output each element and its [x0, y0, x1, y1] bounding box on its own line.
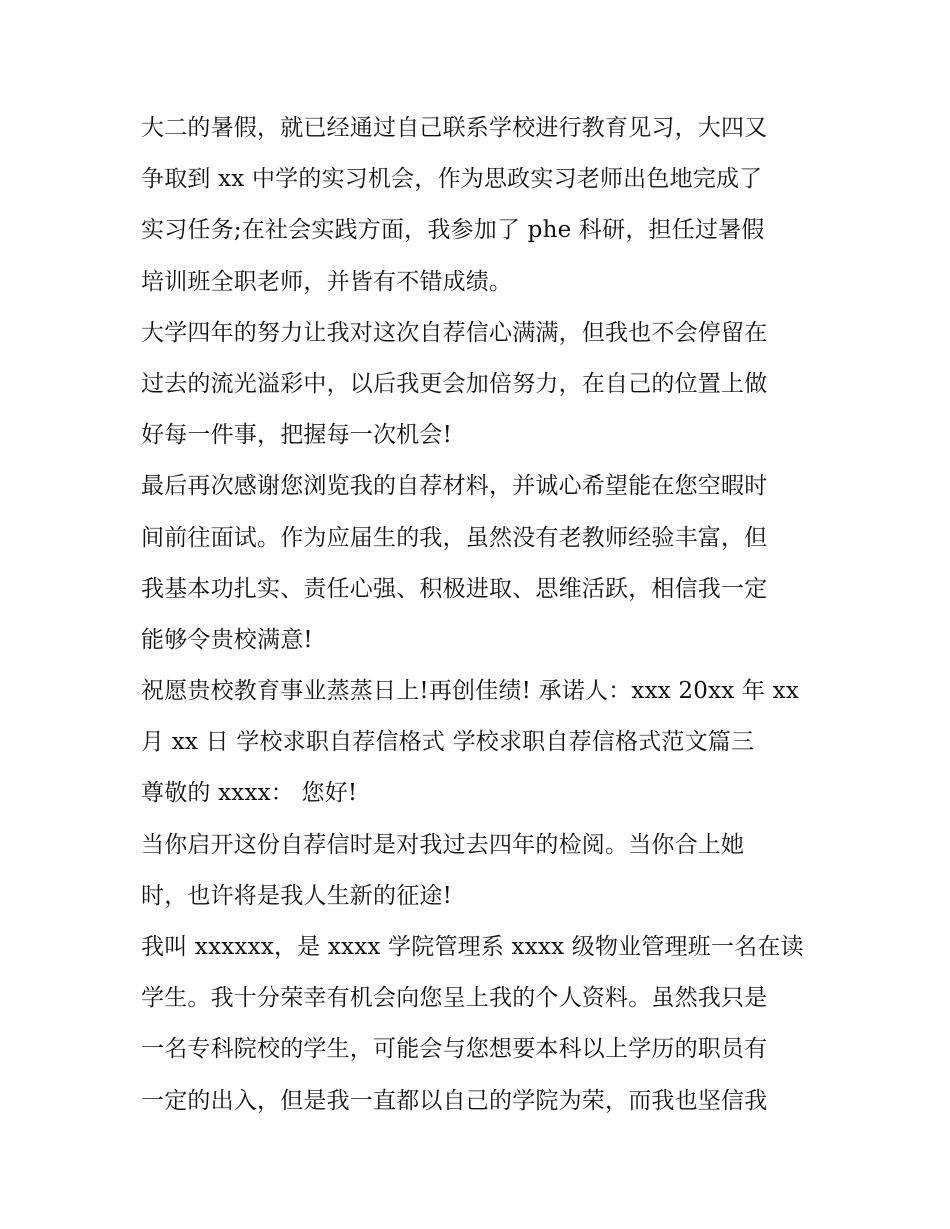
text-line: 大二的暑假，就已经通过自己联系学校进行教育见习，大四又: [141, 115, 768, 141]
text-line: 一名专科院校的学生，可能会与您想要本科以上学历的职员有: [141, 1036, 768, 1063]
text-line: 学生。我十分荣幸有机会向您呈上我的个人资料。虽然我只是: [141, 985, 768, 1012]
text-line: 尊敬的 xxxx： 您好!: [141, 780, 358, 807]
text-line: 好每一件事，把握每一次机会!: [141, 422, 453, 449]
document-body: [141, 103, 821, 1127]
text-line: 我叫 xxxxxx，是 xxxx 学院管理系 xxxx 级物业管理班一名在读: [141, 934, 804, 960]
text-line: 能够令贵校满意!: [141, 626, 313, 653]
text-line: 时，也许将是我人生新的征途!: [141, 882, 453, 909]
text-line: 当你启开这份自荐信时是对我过去四年的检阅。当你合上她: [141, 831, 745, 858]
text-line: 祝愿贵校教育事业蒸蒸日上!再创佳绩! 承诺人：xxx 20xx 年 xx: [141, 678, 799, 705]
text-line: 争取到 xx 中学的实习机会，作为思政实习老师出色地完成了: [141, 166, 763, 193]
text-line: 培训班全职老师，并皆有不错成绩。: [141, 268, 513, 295]
text-line: 实习任务;在社会实践方面，我参加了 phe 科研，担任过暑假: [141, 217, 765, 244]
text-line: 最后再次感谢您浏览我的自荐材料，并诚心希望能在您空暇时: [141, 473, 768, 500]
text-line: 一定的出入，但是我一直都以自己的学院为荣，而我也坚信我: [141, 1087, 768, 1114]
text-line: 月 xx 日 学校求职自荐信格式 学校求职自荐信格式范文篇三: [141, 729, 755, 756]
text-line: 大学四年的努力让我对这次自荐信心满满，但我也不会停留在: [141, 319, 768, 346]
text-line: 我基本功扎实、责任心强、积极进取、思维活跃，相信我一定: [141, 575, 768, 602]
text-line: 过去的流光溢彩中，以后我更会加倍努力，在自己的位置上做: [141, 370, 768, 397]
text-line: 间前往面试。作为应届生的我，虽然没有老教师经验丰富，但: [141, 524, 768, 551]
